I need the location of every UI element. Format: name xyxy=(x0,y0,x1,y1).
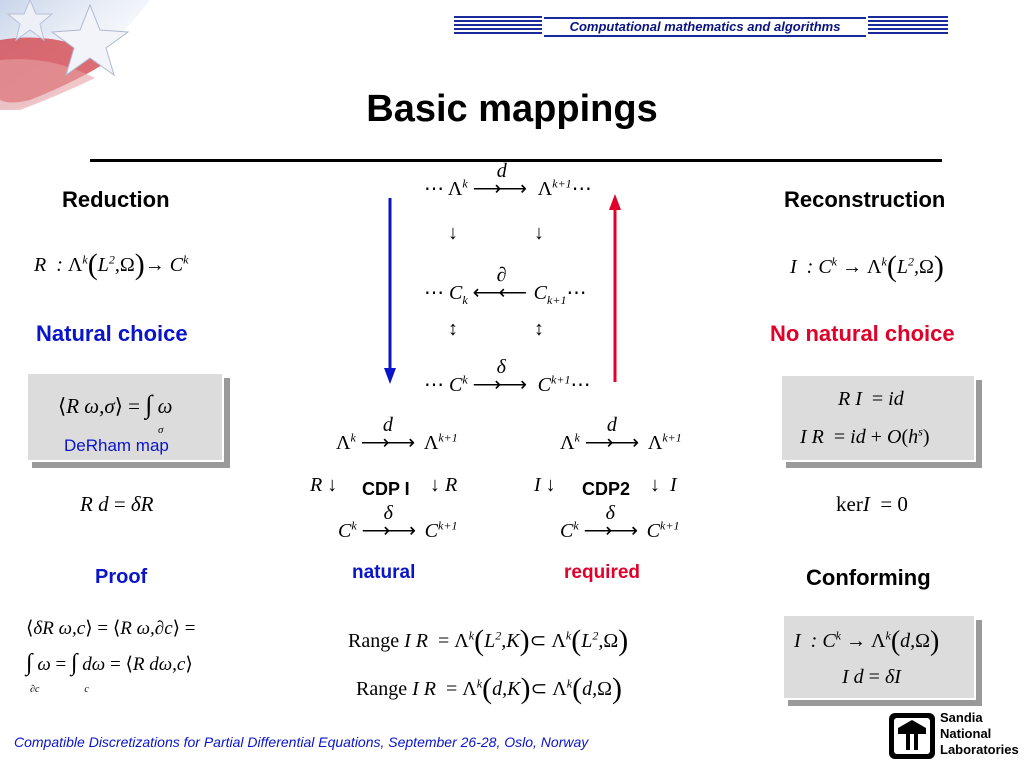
derham-formula: ⟨R ω,σ⟩ = ∫ ω xyxy=(58,390,173,419)
range-line-1: Range I $R = \Lambda^k(L^2,K)\subset$ $\Lambda^k(L^2,\Omega)$ xyxy=(348,624,629,657)
proof-label: Proof xyxy=(95,566,148,588)
range-line-2: Range I $R = \Lambda^k(d,K)\subset$ $\Lambda^k(d,\Omega)$ xyxy=(356,672,622,705)
sandia-logo xyxy=(888,710,1018,764)
banner-lines-left xyxy=(454,16,542,36)
natural-choice-heading: Natural choice xyxy=(36,321,188,346)
derham-box xyxy=(26,372,224,462)
proof-line-2: ∫ ω = ∫ dω = ⟨R dω,c⟩ xyxy=(26,650,193,676)
proof-line-1: ⟨δR ω,c⟩ = ⟨R ω,∂c⟩ = xyxy=(26,618,196,639)
range-word-2: Range xyxy=(356,678,408,700)
cdp1-mid-right: ↓ R xyxy=(430,474,458,496)
reconstruction-formula: I : $C^k \to \Lambda^k(L^2,\Omega)$ xyxy=(790,250,944,283)
banner-lines-right xyxy=(868,16,948,36)
range-word-1: Range xyxy=(348,630,400,652)
logo-line-1: Sandia xyxy=(940,710,983,725)
reduction-heading: Reduction xyxy=(62,187,170,212)
sandia-thunderbird-icon xyxy=(888,712,936,760)
cdp1-mid: R ↓ xyxy=(310,474,338,496)
cdp2-bottom: $C^k$ δ ⟶⟶ $C^{k+1}$ xyxy=(560,502,680,542)
cdp2-top: $\Lambda^k$ d ⟶⟶ $\Lambda^{k+1}$ xyxy=(560,414,682,454)
title-underline xyxy=(90,159,942,162)
cdp1-label: CDP I xyxy=(362,479,410,499)
cdp1-bottom: $C^k$ δ ⟶⟶ $C^{k+1}$ xyxy=(338,502,458,542)
cdp2-label: CDP2 xyxy=(582,479,631,499)
proof-subscripts: ∂c c xyxy=(30,684,89,695)
cdp2-mid: I ↓ xyxy=(534,474,556,496)
logo-line-3: Laboratories xyxy=(940,742,1019,757)
no-natural-choice-heading: No natural choice xyxy=(770,321,955,346)
derham-subscript: σ xyxy=(158,424,164,436)
diagram-row-chains: ⋯ $C_k$ ∂ ⟵⟵ $C_{k+1}\cdots$ xyxy=(424,264,587,307)
reconstruction-heading: Reconstruction xyxy=(784,187,946,212)
logo-line-2: National xyxy=(940,726,992,741)
diagram-row-forms: ⋯ $\Lambda^k$ d ⟶⟶ $\Lambda^{k+1}\cdots$ xyxy=(424,160,592,200)
reconstruction-arrow xyxy=(607,194,623,384)
required-label: required xyxy=(564,562,641,583)
identity-box xyxy=(780,374,976,462)
reduction-arrow xyxy=(382,196,398,386)
banner-text: Computational mathematics and algorithms xyxy=(544,17,866,37)
identity-line-2: I R = id + $O(h^s)$ xyxy=(800,424,930,448)
commute-formula: R d = δR xyxy=(80,492,154,516)
conforming-heading: Conforming xyxy=(806,565,931,590)
diagram-dual-arrows: ↕ ↕ xyxy=(448,318,544,340)
conforming-box xyxy=(782,614,976,700)
footer-text: Compatible Discretizations for Partial Differential Equations, September 26-28, Oslo, Norway xyxy=(14,734,589,750)
page-title: Basic mappings xyxy=(366,88,658,130)
kernel-formula: kerI = 0 xyxy=(836,492,908,516)
conforming-line-2: I d = δI xyxy=(842,666,901,688)
cdp2-mid-right: ↓ I xyxy=(650,474,677,496)
reduction-formula: R : $\Lambda^k(L^2,\Omega)\to C^k$ xyxy=(34,248,189,281)
diagram-down-arrows: ↓ ↓ xyxy=(448,222,544,244)
derham-caption: DeRham map xyxy=(64,436,169,455)
cdp1-top: $\Lambda^k$ d ⟶⟶ $\Lambda^{k+1}$ xyxy=(336,414,458,454)
identity-line-1: R I = id xyxy=(838,388,904,410)
diagram-row-cochains: ⋯ $C^k$ δ ⟶⟶ $C^{k+1}\cdots$ xyxy=(424,356,591,396)
natural-label: natural xyxy=(352,562,416,583)
conforming-line-1: I : $C^k \to \Lambda^k(d,\Omega)$ xyxy=(794,626,940,657)
